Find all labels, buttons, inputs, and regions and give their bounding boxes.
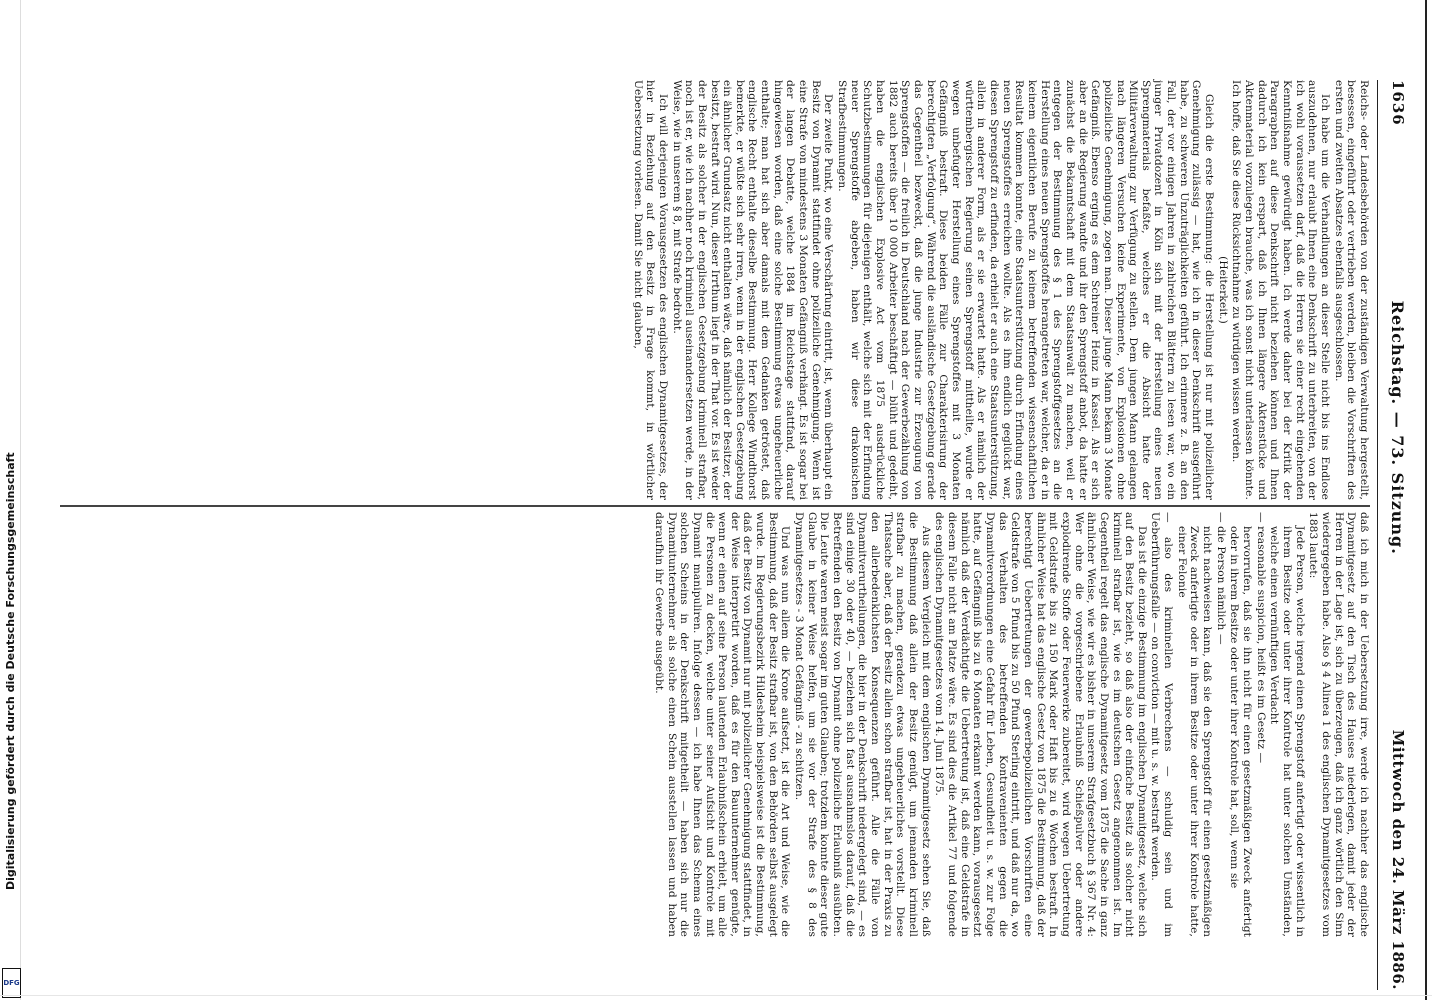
right-column-paragraph: Jede Person, welche irgend einen Sprengstoff anfertigt oder wissentlich in ihrem Besitze oder unter ihrer Kontrole hat unter solchen Umständen, welche einen vernünftigen Verdacht bbox=[1268, 526, 1306, 937]
right-column-paragraph: — die Person nämlich — bbox=[1214, 512, 1227, 645]
right-column-paragraph: Und was nun allem die Krone aufsetzt, ist die Art und Weise, wie die Bestimmung, daß der Besitz strafbar ist, von den Behörden selbst ausgelegt wurde. Im Regierungsbezirk Hildesheim beispielsweise ist die Bestimmung, daß der Besitz von Dynamit nur mit polizeilicher Genehmigung stattfindet, in der Weise interpretirt worden, daß es für den Bauunternehmer genügte, wenn er einen auf seine Person lautenden Erlaubnißschein erhielt, um alle die Personen zu decken, welche unter seiner Aufsicht und Kontrole mit Dynamit manipuliren. Infolge dessen — ich habe Ihnen das Schema eines solchen Scheins in der Denkschrift mitgetheilt — haben sich nur die Dynamitunternehmer als solche einen Schein ausstellen lassen und haben daraufhin ihr Gewerbe ausgeübt. bbox=[652, 512, 792, 937]
right-column-paragraph: Aus diesem Vergleich mit dem englischen Dynamitgesetz sehen Sie, daß die Bestimmung daß allein der Besitz genügt, um jemanden kriminell strafbar zu machen, geradezu etwas ungeheuerliches vorstellt. Diese Thatsache aber, daß der Besitz allein schon strafbar ist, hat in der Praxis zu den allerbedenklichsten Konsequenzen geführt. Alle die Fälle von Dynamitverurtheilungen, die hier in der Denkschrift niedergelegt sind, — es sind einige 30 oder 40, — beziehen sich fast ausnahmslos darauf, daß die Betreffenden den Besitz von Dynamit ohne polizeiliche Erlaubniß ausübten. Die Leute waren meist sogar im guten Glauben; trotzdem konnte dieser gute Glaube in keiner Weise helfen, um sie vor der Strafe des § 8 des Dynamitgesetzes - 3 Monat Gefängniß - zu schützen. bbox=[793, 512, 932, 937]
page-title: Reichstag. — 73. Sitzung. bbox=[1388, 300, 1408, 555]
dfg-logo-icon bbox=[2, 968, 21, 998]
left-column-paragraph: Gleich die erste Bestimmung: die Herstellung ist nur mit polizeilicher Genehmigung zulässig — hat, wie ich in dieser Denkschrift ausgeführt habe, zu schweren Unzuträglichkeiten geführt. Ich erinnere z. B. an den Fall, der vor einigen Jahren in zahlreichen Blättern zu lesen war, wo ein junger Privatdozent in Köln sich mit der Herstellung eines neuen Sprengmaterials befaßte, welches er die Absicht hatte der Militärverwaltung zur Verfügung zu stellen. Dem jungen Mann gelangen nach längeren Versuchen keine Experimente, von Explosionen ohne polizeiliche Genehmigung, zogen man. Dieser junge Mann bekam 3 Monate Gefängniß. Ebenso erging es dem Schreiner Heinz in Kassel. Als er sich aber an die Regierung wandte und ihr den Sprengstoff anbot, da hatte er zunächst die Bekanntschaft mit dem Staatsanwalt zu machen, weil er entgegen der Bestimmung des § 1 des Sprengstoffgesetzes an die Herstellung eines neuen Sprengstoffes herangetreten war, welcher, da er in keinem eigentlichen Berufe zu keinem betreffenden wissenschaftlichen Resultat kommen konnte, eine Staatsunterstützung durch Erfindung eines neuen Sprengstoffes erreichen wollte. Als es ihm endlich geglückt war, diesen Sprengstoff zu erfinden, da erhielt er auch eine Staatsunterstützung, allein in anderer Form, als er sie erwartet hatte. Als er nämlich der württembergischen Regierung seinen Sprengstoff mittheilte, wurde er wegen unbefugter Herstellung eines Sprengstoffes mit 3 Monaten Gefängniß bestraft. Diese beiden Fälle zur Charakterisirung der berechtigten „Verfolgung“. Während die ausländische Gesetzgebung gerade das Gegentheil bezweckt, daß die junge Industrie zur Erzeugung von Sprengstoffen — die freilich in Deutschland nach der Gewerbezählung von 1882 auch bereits über 10 000 Arbeiter beschäftigt — blüht und gedeiht, haben die englischen Explosive Act vom 1875 ausdrückliche Schutzbestimmungen für diejenigen enthält, welche sich mit der Erfindung neuer Sprengstoffe abgeben, haben wir diese drakonischen Strafbestimmungen. bbox=[836, 80, 1216, 500]
left-column-paragraph: Ich will derjenigen Vorausgesetzen des englischen Dynamitgesetzes, der hier in Beziehung auf den Besitz in Frage kommt, in wörtlicher Uebersetzung vorlesen. Damit Sie nicht glauben, bbox=[631, 80, 669, 500]
left-column-paragraph: Der zweite Punkt, wo eine Verschärfung eintritt, ist, wenn überhaupt ein Besitz von Dynamit stattfindet ohne polizeiliche Genehmigung. Wenn ist eine Strafe von mindestens 3 Monaten Gefängniß verhängt. Es ist sogar bei der langen Debatte, welche 1884 im Reichstage stattfand, darauf hingewiesen worden, daß eine solche Bestimmung etwas ungeheuerliche enthalte; man hat sich aber damals mit dem Gedanken getröstet, daß englische Recht enthalte dieselbe Bestimmung. Herr Kollege Windthorst bemerkte, er wüßte sich sehr irren, wenn in der englischen Gesetzgebung ein ähnlicher Grundsatz nicht enthalten wäre, daß nämlich der Besitzer, der besitzt, bestraft wird. Nun, dieser Irrthum liegt in der That vor. Es ist weder der Besitz als solcher in der englischen Gesetzgebung kriminell strafbar, noch ist er, wie ich nachher noch kriminell auseinandersetzen werde, in der Weise, wie in unserem § 8, mit Strafe bedroht. bbox=[670, 80, 835, 500]
page-header bbox=[1377, 80, 1418, 990]
column-divider bbox=[60, 505, 1370, 507]
right-text-column bbox=[651, 512, 1370, 937]
left-column-paragraph: Reichs- oder Landesbehörden von der zuständigen Verwaltung hergestellt, besessen, eingeführt oder vertrieben werden, bleiben die Vorschriften des ersten und zweiten Absatzes ebenfalls ausgeschlossen. bbox=[1332, 80, 1370, 500]
digitization-sidebar bbox=[0, 0, 22, 1000]
right-column-paragraph: — also des kriminellen Verbrechens — schuldig sein und im Ueberführungsfalle — on conviction — mit u. s. w. bestraft werden. bbox=[1149, 512, 1175, 937]
digitization-note: Digitalisierung gefördert durch die Deutsche Forschungsgemeinschaft bbox=[4, 452, 17, 890]
dfg-logo-text: DFG bbox=[3, 979, 20, 987]
right-column-paragraph: daß ich mich in der Uebersetzung irre, werde ich nachher das englische Dynamitgesetz auf den Tisch des Hauses niederlegen, damit jeder der Herren in der Lage ist, sich zu überzeugen, daß ich ganz wörtlich den Sinn wiedergegeben habe. Also § 4 Alinea 1 des englischen Dynamitgesetzes vom 1883 lautet: bbox=[1307, 512, 1370, 937]
right-column-paragraph: — reasonable suspicion, heißt es im Gesetz — bbox=[1254, 512, 1267, 764]
right-column-paragraph: Das ist die einzige Bestimmung im englischen Dynamitgesetz, welche sich auf den Besitz bezieht, so daß also der einfache Besitz als solcher nicht kriminell strafbar ist, wie es im deutschen Gesetz angenommen ist. Im Gegentheil regelt das englische Dynamitgesetz vom 1875 die Sache in ganz ähnlicher Weise, wie wir es bisher in unserem Strafgesetzbuch § 367 Nr. 4: Wer ohne die vorgeschriebene Erlaubniß Schießpulver oder andere explodirende Stoffe oder Feuerwerke zubereitet, wird wegen Uebertretung mit Geldstrafe bis zu 150 Mark oder Haft bis zu 6 Wochen bestraft. In ähnlicher Weise hat das englische Gesetz von 1875 die Bestimmung, daß der berechtigt Uebertretungen der gewerbepolizeilichen Vorschriften eine Geldstrafe von 5 Pfund bis zu 50 Pfund Sterling eintritt, und daß nur da, wo das Verhalten des betreffenden Kontravenienten gegen die Dynamitverordnungen eine Gefahr für Leben, Gesundheit u. s. w. zur Folge hatte, auf Gefängniß bis zu 6 Monaten erkannt werden kann, vorausgesetzt nämlich daß der Verdächtigte die Uebertretung ist, daß eine Geldstrafe in diesem Falle nicht am Platze wäre. Es sind dies die Artikel 77 und folgende des englischen Dynamitgesetzes vom 14. Juni 1875. bbox=[933, 512, 1148, 937]
page-edge-rule bbox=[1425, 0, 1427, 1000]
left-text-column bbox=[630, 80, 1370, 500]
page-date: Mittwoch den 24. März 1886. bbox=[1389, 729, 1407, 990]
bottom-edge bbox=[0, 995, 1432, 996]
left-column-paragraph: (Heiterkeit.) bbox=[1216, 256, 1229, 324]
left-column-paragraph: Ich habe um die Verhandlungen an dieser Stelle nicht bis ins Endlose auszudehnen, nur erlaubt Ihnen eine Denkschrift zu unterbreiten, von der ich wohl voraussetzen darf, daß die Herren sie einer recht eingehenden Kenntnißnahme gewürdigt haben. Ich werde daher bei der Kritik der Paragraphen auf diese Denkschrift nicht beziehen können und Ihnen dadurch ich kein erspart, daß ich Ihnen längere Aktenstücke und Aktenmaterial vorzulegen brauche, was ich sonst nicht unterlassen könnte. Ich hoffe, daß Sie diese Rücksichtnahme zu würdigen wissen werden. bbox=[1230, 80, 1332, 500]
page-number: 1636 bbox=[1389, 80, 1407, 126]
right-column-paragraph: hervorrufen, daß sie ihn nicht für einen gesetzmäßigen Zweck anfertigt oder in ihrem Besitze oder unter ihrer Kontrole hat, soll, wenn sie bbox=[1228, 526, 1254, 937]
right-column-paragraph: nicht nachweisen kann, daß sie den Sprengstoff für einen gesetzmäßigen Zweck anfertigte oder in ihrem Besitze oder unter ihrer Kontrole hatte, einer Felonie bbox=[1175, 526, 1214, 937]
sidebar-rule bbox=[20, 0, 21, 1000]
